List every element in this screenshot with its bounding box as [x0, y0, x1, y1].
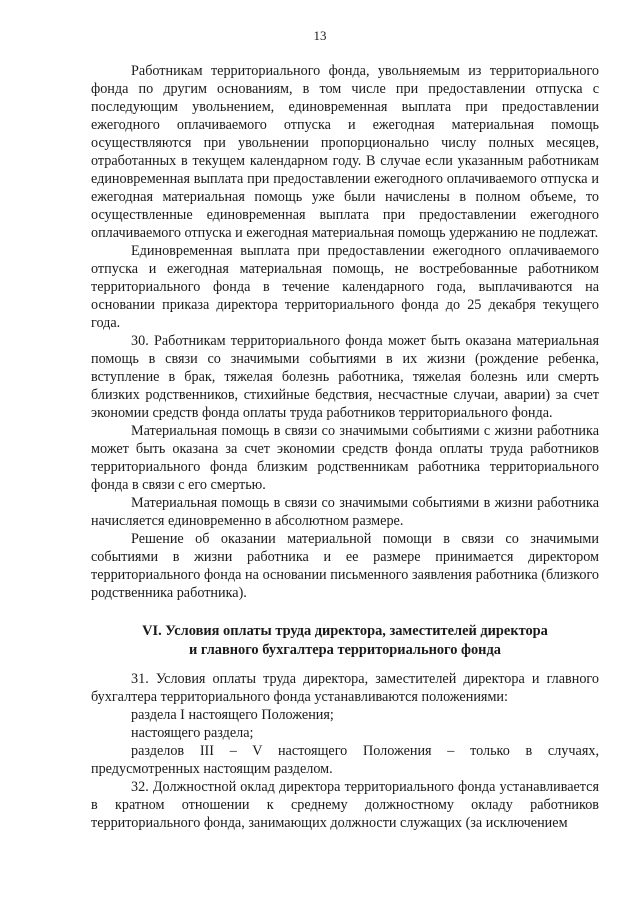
paragraph: 31. Условия оплаты труда директора, заместителей директора и главного бухгалтера территориального фонда устанавливаются положениями: [91, 671, 599, 705]
paragraph: 32. Должностной оклад директора территориального фонда устанавливается в кратном отношении к среднему должностному окладу работников территориального фонда, занимающих должности служащих (за исключением [91, 779, 599, 831]
section-heading-line: и главного бухгалтера территориального фонда [189, 642, 501, 658]
page-number: 13 [313, 28, 327, 43]
section-heading [91, 622, 599, 660]
paragraph: Решение об оказании материальной помощи в связи со значимыми событиями в жизни работника и ее размере принимается директором территориального фонда на основании письменного заявления работника (близкого родственника работника). [91, 531, 599, 601]
document-body [91, 62, 599, 832]
list-item: разделов III – V настоящего Положения – только в случаях, предусмотренных настоящим разделом. [91, 743, 599, 777]
paragraph: Единовременная выплата при предоставлении ежегодного оплачиваемого отпуска и ежегодная материальная помощь, не востребованные работником территориального фонда в течение календарного года, выплачиваются на основании приказа директора территориального фонда до 25 декабря текущего года. [91, 243, 599, 331]
list-item: раздела I настоящего Положения; [131, 707, 334, 723]
section-heading-line: VI. Условия оплаты труда директора, заместителей директора [142, 623, 548, 639]
paragraph: Материальная помощь в связи со значимыми событиями с жизни работника может быть оказана за счет экономии средств фонда оплаты труда работников территориального фонда близким родственникам работника территориального фонда в связи с его смертью. [91, 423, 599, 493]
paragraph: Материальная помощь в связи со значимыми событиями в жизни работника начисляется единовременно в абсолютном размере. [91, 495, 599, 529]
paragraph: 30. Работникам территориального фонда может быть оказана материальная помощь в связи со значимыми событиями в их жизни (рождение ребенка, вступление в брак, тяжелая болезнь работника, тяжелая болезнь или смерть близких родственников, стихийные бедствия, несчастные случаи, аварии) за счет экономии средств фонда оплаты труда работников территориального фонда. [91, 333, 599, 421]
list-item: настоящего раздела; [131, 725, 254, 741]
paragraph: Работникам территориального фонда, увольняемым из территориального фонда по другим основаниям, в том числе при предоставлении отпуска с последующим увольнением, единовременная выплата при предоставлении ежегодного оплачиваемого отпуска и ежегодная материальная помощь осуществляются при увольнении пропорционально числу полных месяцев, отработанных в текущем календарном году. В случае если указанным работникам единовременная выплата при предоставлении ежегодного оплачиваемого отпуска и ежегодная материальная помощь уже были начислены в полном объеме, то осуществленные единовременная выплата при предоставлении ежегодного оплачиваемого отпуска и ежегодная материальная помощь удержанию не подлежат. [91, 63, 599, 241]
